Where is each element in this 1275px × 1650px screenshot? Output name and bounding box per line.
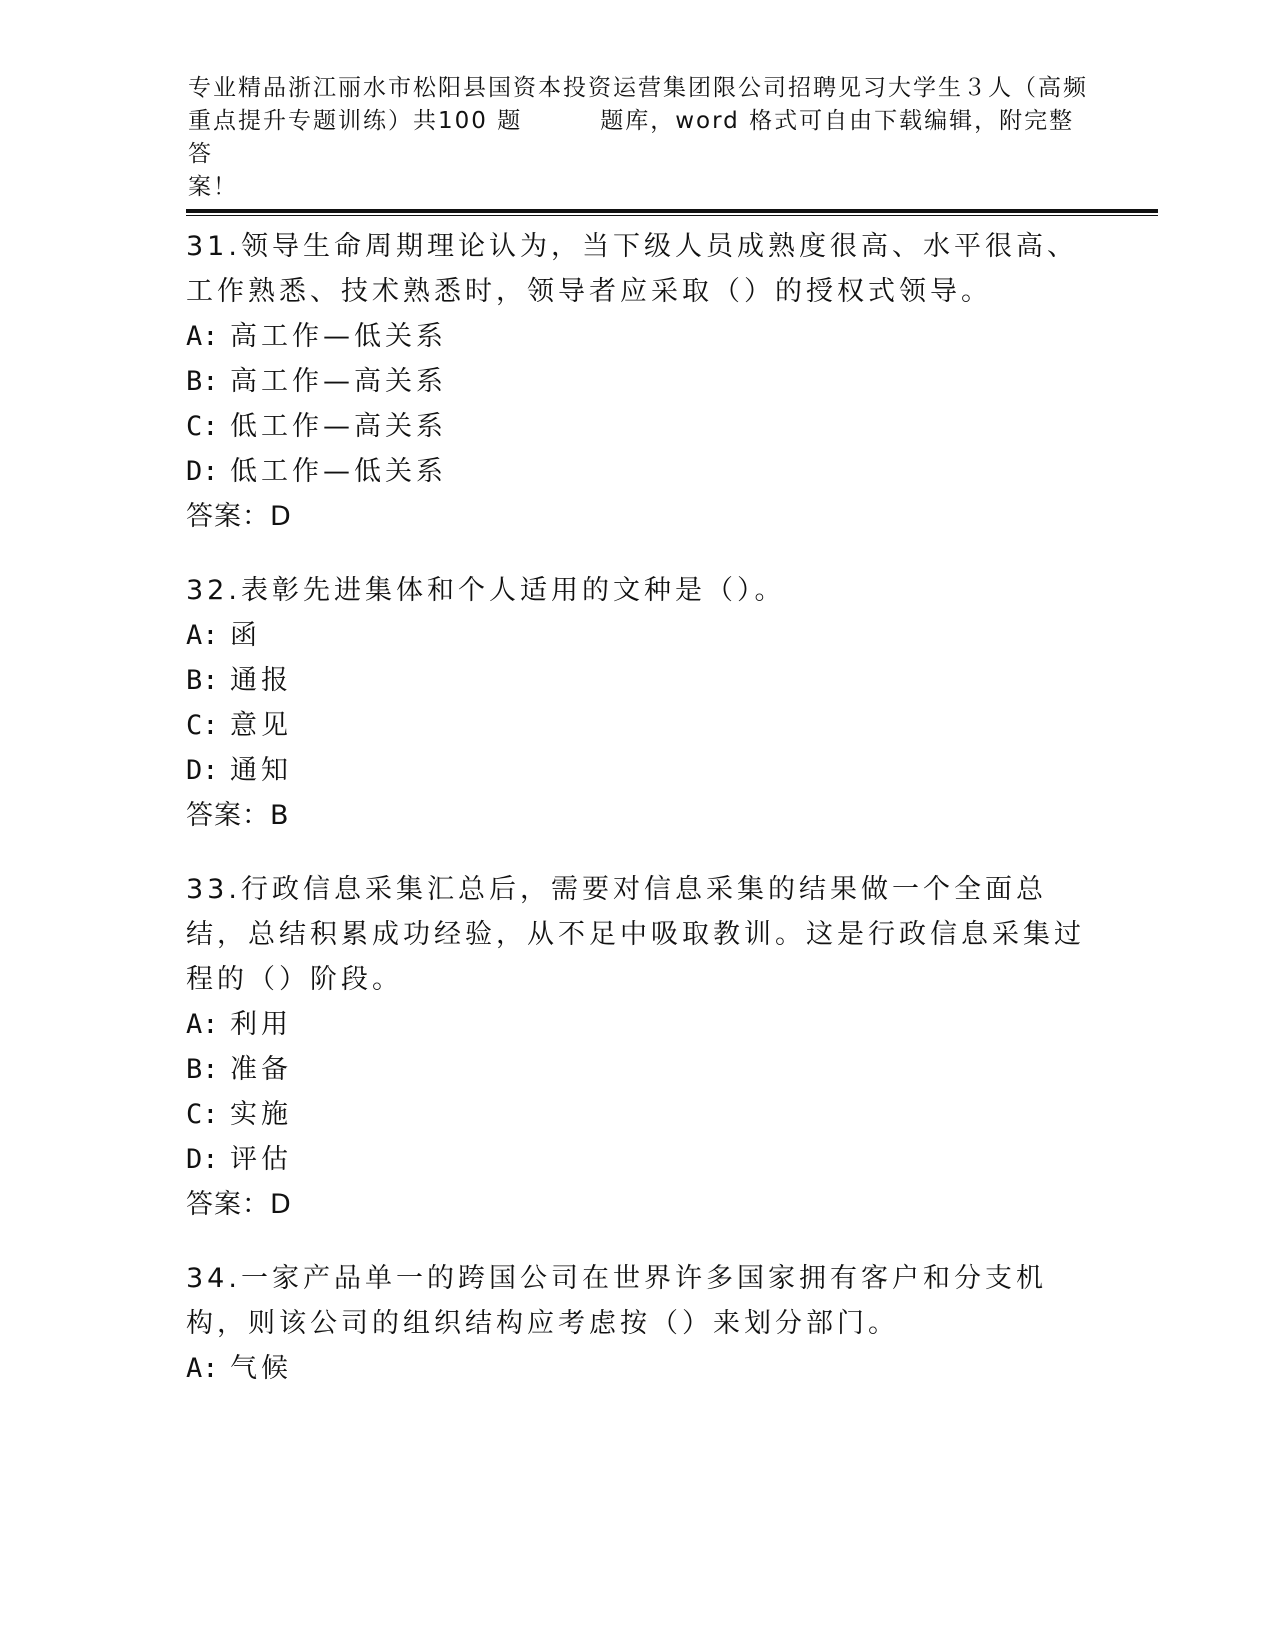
option-letter: C: [186, 710, 219, 741]
option-letter: D: [186, 456, 219, 487]
option-text: 评估 [230, 1144, 292, 1175]
header-line-1: 专业精品浙江丽水市松阳县国资本投资运营集团限公司招聘见习大学生３人（高频 [188, 75, 1088, 101]
option-text: 实施 [230, 1099, 292, 1130]
option-text: 高工作—高关系 [230, 366, 447, 397]
option-d [186, 1137, 1086, 1182]
option-d [186, 449, 1086, 494]
option-a [186, 613, 1086, 658]
answer-line: 答案：D [186, 501, 292, 532]
option-letter: A: [186, 620, 219, 651]
option-a [186, 314, 1086, 359]
option-c [186, 703, 1086, 748]
document-header [188, 72, 1088, 204]
header-line-2-right: 题库，word 格式可自由下载编辑，附完整答 [188, 108, 1075, 167]
option-text: 函 [230, 620, 261, 651]
option-text: 准备 [230, 1054, 292, 1085]
option-letter: C: [186, 1099, 219, 1130]
option-letter: C: [186, 411, 219, 442]
option-text: 气候 [230, 1353, 292, 1384]
option-b [186, 1047, 1086, 1092]
option-letter: D: [186, 1144, 219, 1175]
question-list [186, 224, 1086, 1420]
option-letter: D: [186, 755, 219, 786]
answer-line: 答案：B [186, 800, 290, 831]
option-letter: A: [186, 1353, 219, 1384]
option-text: 通报 [230, 665, 292, 696]
question-33 [186, 867, 1086, 1227]
option-b [186, 359, 1086, 404]
question-34 [186, 1256, 1086, 1391]
option-letter: B: [186, 366, 219, 397]
option-letter: B: [186, 665, 219, 696]
header-divider-thin [186, 215, 1158, 216]
option-c [186, 1092, 1086, 1137]
option-text: 低工作—低关系 [230, 456, 447, 487]
question-stem: 34.一家产品单一的跨国公司在世界许多国家拥有客户和分支机构，则该公司的组织结构应考虑按（）来划分部门。 [186, 1263, 1047, 1339]
option-a [186, 1346, 1086, 1391]
question-stem: 32.表彰先进集体和个人适用的文种是（）。 [186, 575, 786, 606]
option-text: 高工作—低关系 [230, 321, 447, 352]
question-stem: 33.行政信息采集汇总后，需要对信息采集的结果做一个全面总结，总结积累成功经验，从不足中吸取教训。这是行政信息采集过程的（）阶段。 [186, 874, 1085, 995]
option-text: 低工作—高关系 [230, 411, 447, 442]
header-divider-thick [186, 209, 1158, 213]
option-letter: A: [186, 321, 219, 352]
option-d [186, 748, 1086, 793]
option-text: 意见 [230, 710, 292, 741]
question-stem: 31.领导生命周期理论认为，当下级人员成熟度很高、水平很高、工作熟悉、技术熟悉时，领导者应采取（）的授权式领导。 [186, 231, 1078, 307]
question-32 [186, 568, 1086, 838]
option-a [186, 1002, 1086, 1047]
option-letter: A: [186, 1009, 219, 1040]
option-c [186, 404, 1086, 449]
header-line-2-left: 重点提升专题训练）共100 题 [188, 108, 523, 134]
option-text: 通知 [230, 755, 292, 786]
header-line-2 [188, 105, 1088, 171]
option-letter: B: [186, 1054, 219, 1085]
option-text: 利用 [230, 1009, 292, 1040]
option-b [186, 658, 1086, 703]
header-line-3: 案！ [188, 174, 238, 200]
question-31 [186, 224, 1086, 539]
answer-line: 答案：D [186, 1189, 292, 1220]
